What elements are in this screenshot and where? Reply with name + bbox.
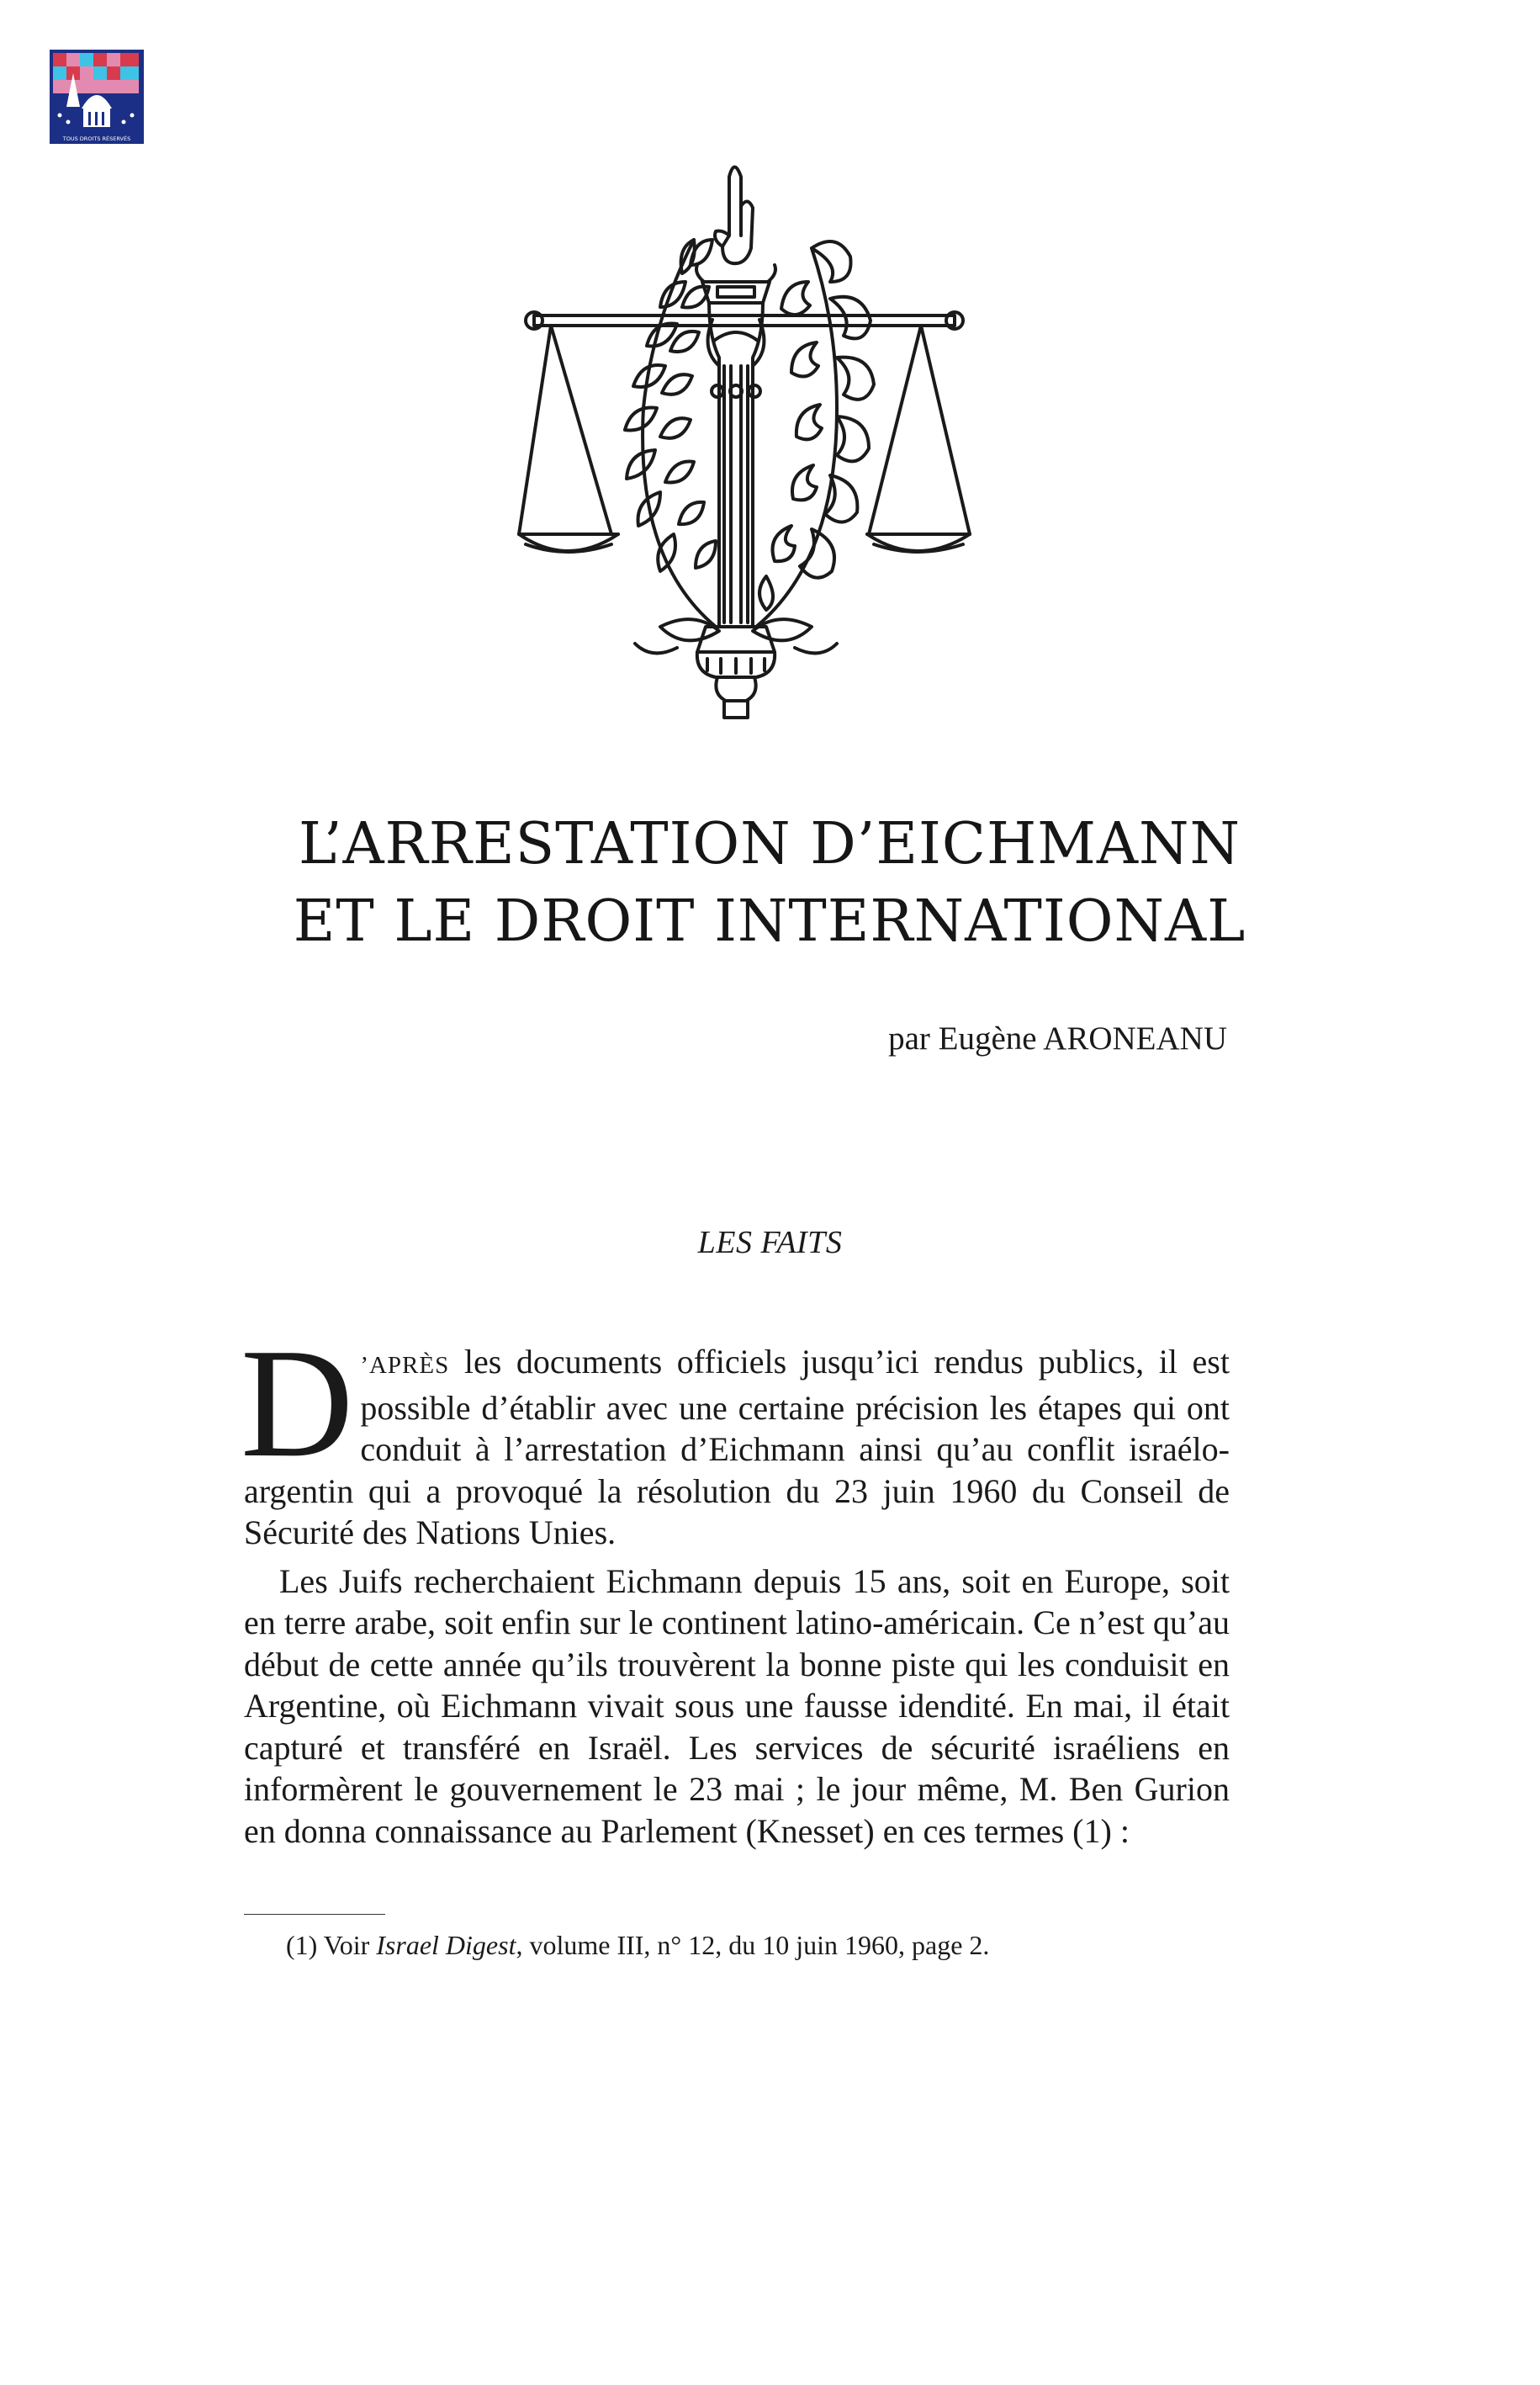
article-title-line-2: ET LE DROIT INTERNATIONAL [293, 888, 1246, 955]
footnote [286, 1930, 989, 1961]
footnote-suffix: , volume III, n° 12, du 10 juin 1960, page 2. [516, 1930, 990, 1960]
paragraph-1-text: les documents officiels jusqu’ici rendus publics, il est possible d’établir avec une certaine précision les étapes qui ont conduit à l’arrestation d’Eichmann ainsi qu’au conflit israélo-argentin qui a provoqué la résolution du 23 juin 1960 du Conseil de Sécurité des Nations Unies. [244, 1343, 1230, 1551]
logo-caption: TOUS DROITS RÉSERVÉS [62, 135, 131, 142]
paragraph-2: Les Juifs recherchaient Eichmann depuis 15 ans, soit en Europe, soit en terre arabe, soit enfin sur le continent latino-américain. Ce n’est qu’au début de cette année qu’ils trouvèrent la bonne piste qui les conduisit en Argentine, où Eichmann vivait sous une fausse idendité. En mai, il était capturé et transféré en Israël. Les services de sécurité israéliens en informèrent le gouvernement le 23 mai ; le jour même, M. Ben Gurion en donna connaissance au Parlement (Knesset) en ces termes (1) : [244, 1561, 1230, 1850]
article-title-line-1: L’ARRESTATION D’EICHMANN [298, 811, 1241, 877]
footnote-divider [244, 1914, 385, 1915]
footnote-source-title: Israel Digest [376, 1930, 516, 1960]
article-author: par Eugène ARONEANU [888, 1020, 1227, 1057]
section-heading: LES FAITS [697, 1225, 843, 1260]
drop-cap: D [241, 1317, 354, 1490]
small-caps-lead: ’APRÈS [360, 1352, 450, 1379]
scales-of-justice-emblem-icon [517, 156, 971, 728]
article-title [151, 806, 1388, 961]
article-body [241, 1317, 1230, 1852]
paragraph-1 [241, 1317, 1230, 1554]
institution-logo-icon [48, 48, 146, 146]
footnote-prefix: (1) Voir [286, 1930, 377, 1960]
